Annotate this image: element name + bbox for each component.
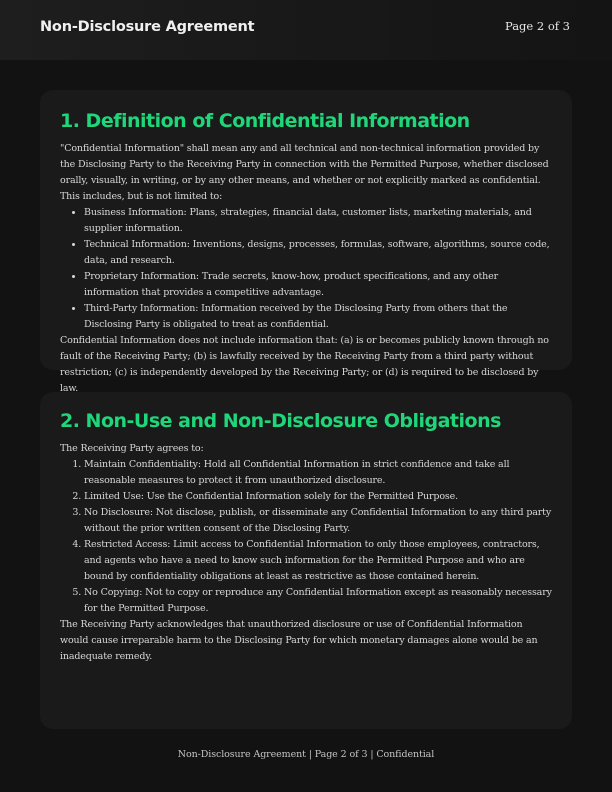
section-intro: The Receiving Party agrees to: <box>60 443 204 454</box>
section-heading: 1. Definition of Confidential Information <box>60 110 470 132</box>
list-item: 3. No Disclosure: Not disclose, publish, or disseminate any Confidential Information to any third party without the prior written consent of the Disclosing Party. <box>84 505 552 537</box>
page-header <box>0 0 612 60</box>
document-title: Non-Disclosure Agreement <box>40 19 255 35</box>
list-item: 2. Limited Use: Use the Confidential Information solely for the Permitted Purpose. <box>84 489 552 505</box>
section-obligations-card <box>40 392 572 729</box>
list-item: • Proprietary Information: Trade secrets, know-how, product specifications, and any other information that provides a competitive advantage. <box>84 269 552 301</box>
bullet-list <box>60 205 552 333</box>
section-intro: "Confidential Information" shall mean any and all technical and non-technical information provided by the Disclosing Party to the Receiving Party in connection with the Permitted Purpose, whether disclosed orally, visually, in writing, or by any other means, and whether or not explicitly marked as confidential. This includes, but is not limited to: <box>60 143 549 202</box>
page-footer: Non-Disclosure Agreement | Page 2 of 3 | Confidential <box>177 749 435 760</box>
list-item: • Third-Party Information: Information received by the Disclosing Party from others that the Disclosing Party is obligated to treat as confidential. <box>84 301 552 333</box>
page-indicator: Page 2 of 3 <box>504 19 570 33</box>
list-item: • Business Information: Plans, strategies, financial data, customer lists, marketing materials, and supplier information. <box>84 205 552 237</box>
list-item: 4. Restricted Access: Limit access to Confidential Information to only those employees, contractors, and agents who have a need to know such information for the Permitted Purpose and who are bound by confidentiality obligations at least as restrictive as those contained herein. <box>84 537 552 585</box>
list-item: • Technical Information: Inventions, designs, processes, formulas, software, algorithms, source code, data, and research. <box>84 237 552 269</box>
section-definition-card <box>40 90 572 392</box>
section-heading: 2. Non-Use and Non-Disclosure Obligations <box>60 410 501 432</box>
section-1-viewport <box>40 90 572 392</box>
section-closing: Confidential Information does not include information that: (a) is or becomes publicly known through no fault of the Receiving Party; (b) is lawfully received by the Receiving Party from a third party without restriction; (c) is independently developed by the Receiving Party; or (d) is required to be disclosed by law. <box>60 335 549 392</box>
section-closing: The Receiving Party acknowledges that unauthorized disclosure or use of Confidential Information would cause irreparable harm to the Disclosing Party for which monetary damages alone would be an inadequate remedy. <box>60 619 538 662</box>
list-item: 5. No Copying: Not to copy or reproduce any Confidential Information except as reasonably necessary for the Permitted Purpose. <box>84 585 552 617</box>
numbered-list <box>60 457 552 617</box>
list-item: 1. Maintain Confidentiality: Hold all Confidential Information in strict confidence and take all reasonable measures to protect it from unauthorized disclosure. <box>84 457 552 489</box>
